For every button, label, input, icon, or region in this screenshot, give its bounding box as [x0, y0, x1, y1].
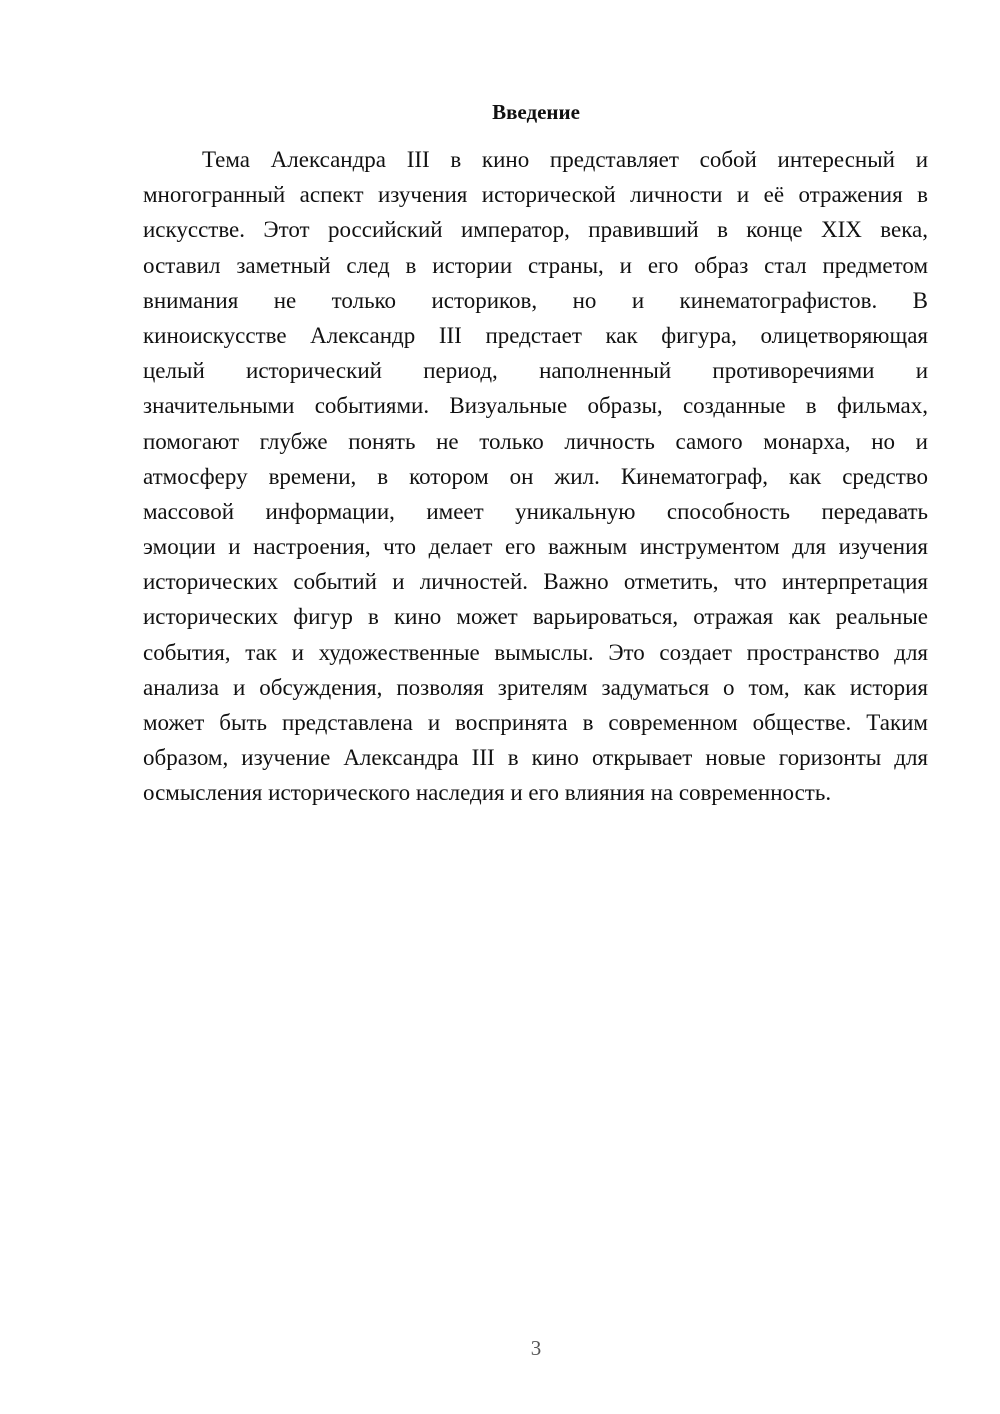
paragraph-line: многогранный аспект изучения исторической личности и её отражения в [143, 182, 928, 208]
paragraph-line: внимания не только историков, но и кинематографистов. В [143, 287, 928, 313]
paragraph-line: атмосферу времени, в котором он жил. Кинематограф, как средство [143, 463, 928, 489]
paragraph-line: массовой информации, имеет уникальную способность передавать [143, 498, 928, 524]
paragraph-line: Тема Александра III в кино представляет собой интересный и [202, 147, 928, 172]
paragraph-line: осмысления исторического наследия и его влияния на современность. [143, 780, 832, 806]
paragraph-line: образом, изучение Александра III в кино открывает новые горизонты для [143, 745, 928, 771]
paragraph-line: целый исторический период, наполненный противоречиями и [143, 358, 928, 384]
paragraph-line: искусстве. Этот российский император, правивший в конце XIX века, [143, 217, 928, 243]
paragraph-line: киноискусстве Александр III предстает как фигура, олицетворяющая [143, 322, 928, 348]
paragraph-line: оставил заметный след в истории страны, и его образ стал предметом [143, 252, 928, 278]
paragraph-line: может быть представлена и воспринята в современном обществе. Таким [143, 710, 928, 735]
paragraph-line: исторических событий и личностей. Важно отметить, что интерпретация [143, 569, 928, 595]
intro-paragraph [143, 142, 928, 811]
section-heading: Введение [492, 100, 580, 124]
paragraph-line: исторических фигур в кино может варьироваться, отражая как реальные [143, 604, 928, 630]
paragraph-line: эмоции и настроения, что делает его важным инструментом для изучения [143, 534, 928, 560]
paragraph-line: помогают глубже понять не только личность самого монарха, но и [143, 428, 928, 454]
page-number: 3 [530, 1336, 542, 1360]
paragraph-line: значительными событиями. Визуальные образы, созданные в фильмах, [143, 393, 928, 419]
paragraph-line: события, так и художественные вымыслы. Это создает пространство для [143, 639, 928, 665]
paragraph-line: анализа и обсуждения, позволяя зрителям задуматься о том, как история [143, 674, 928, 700]
